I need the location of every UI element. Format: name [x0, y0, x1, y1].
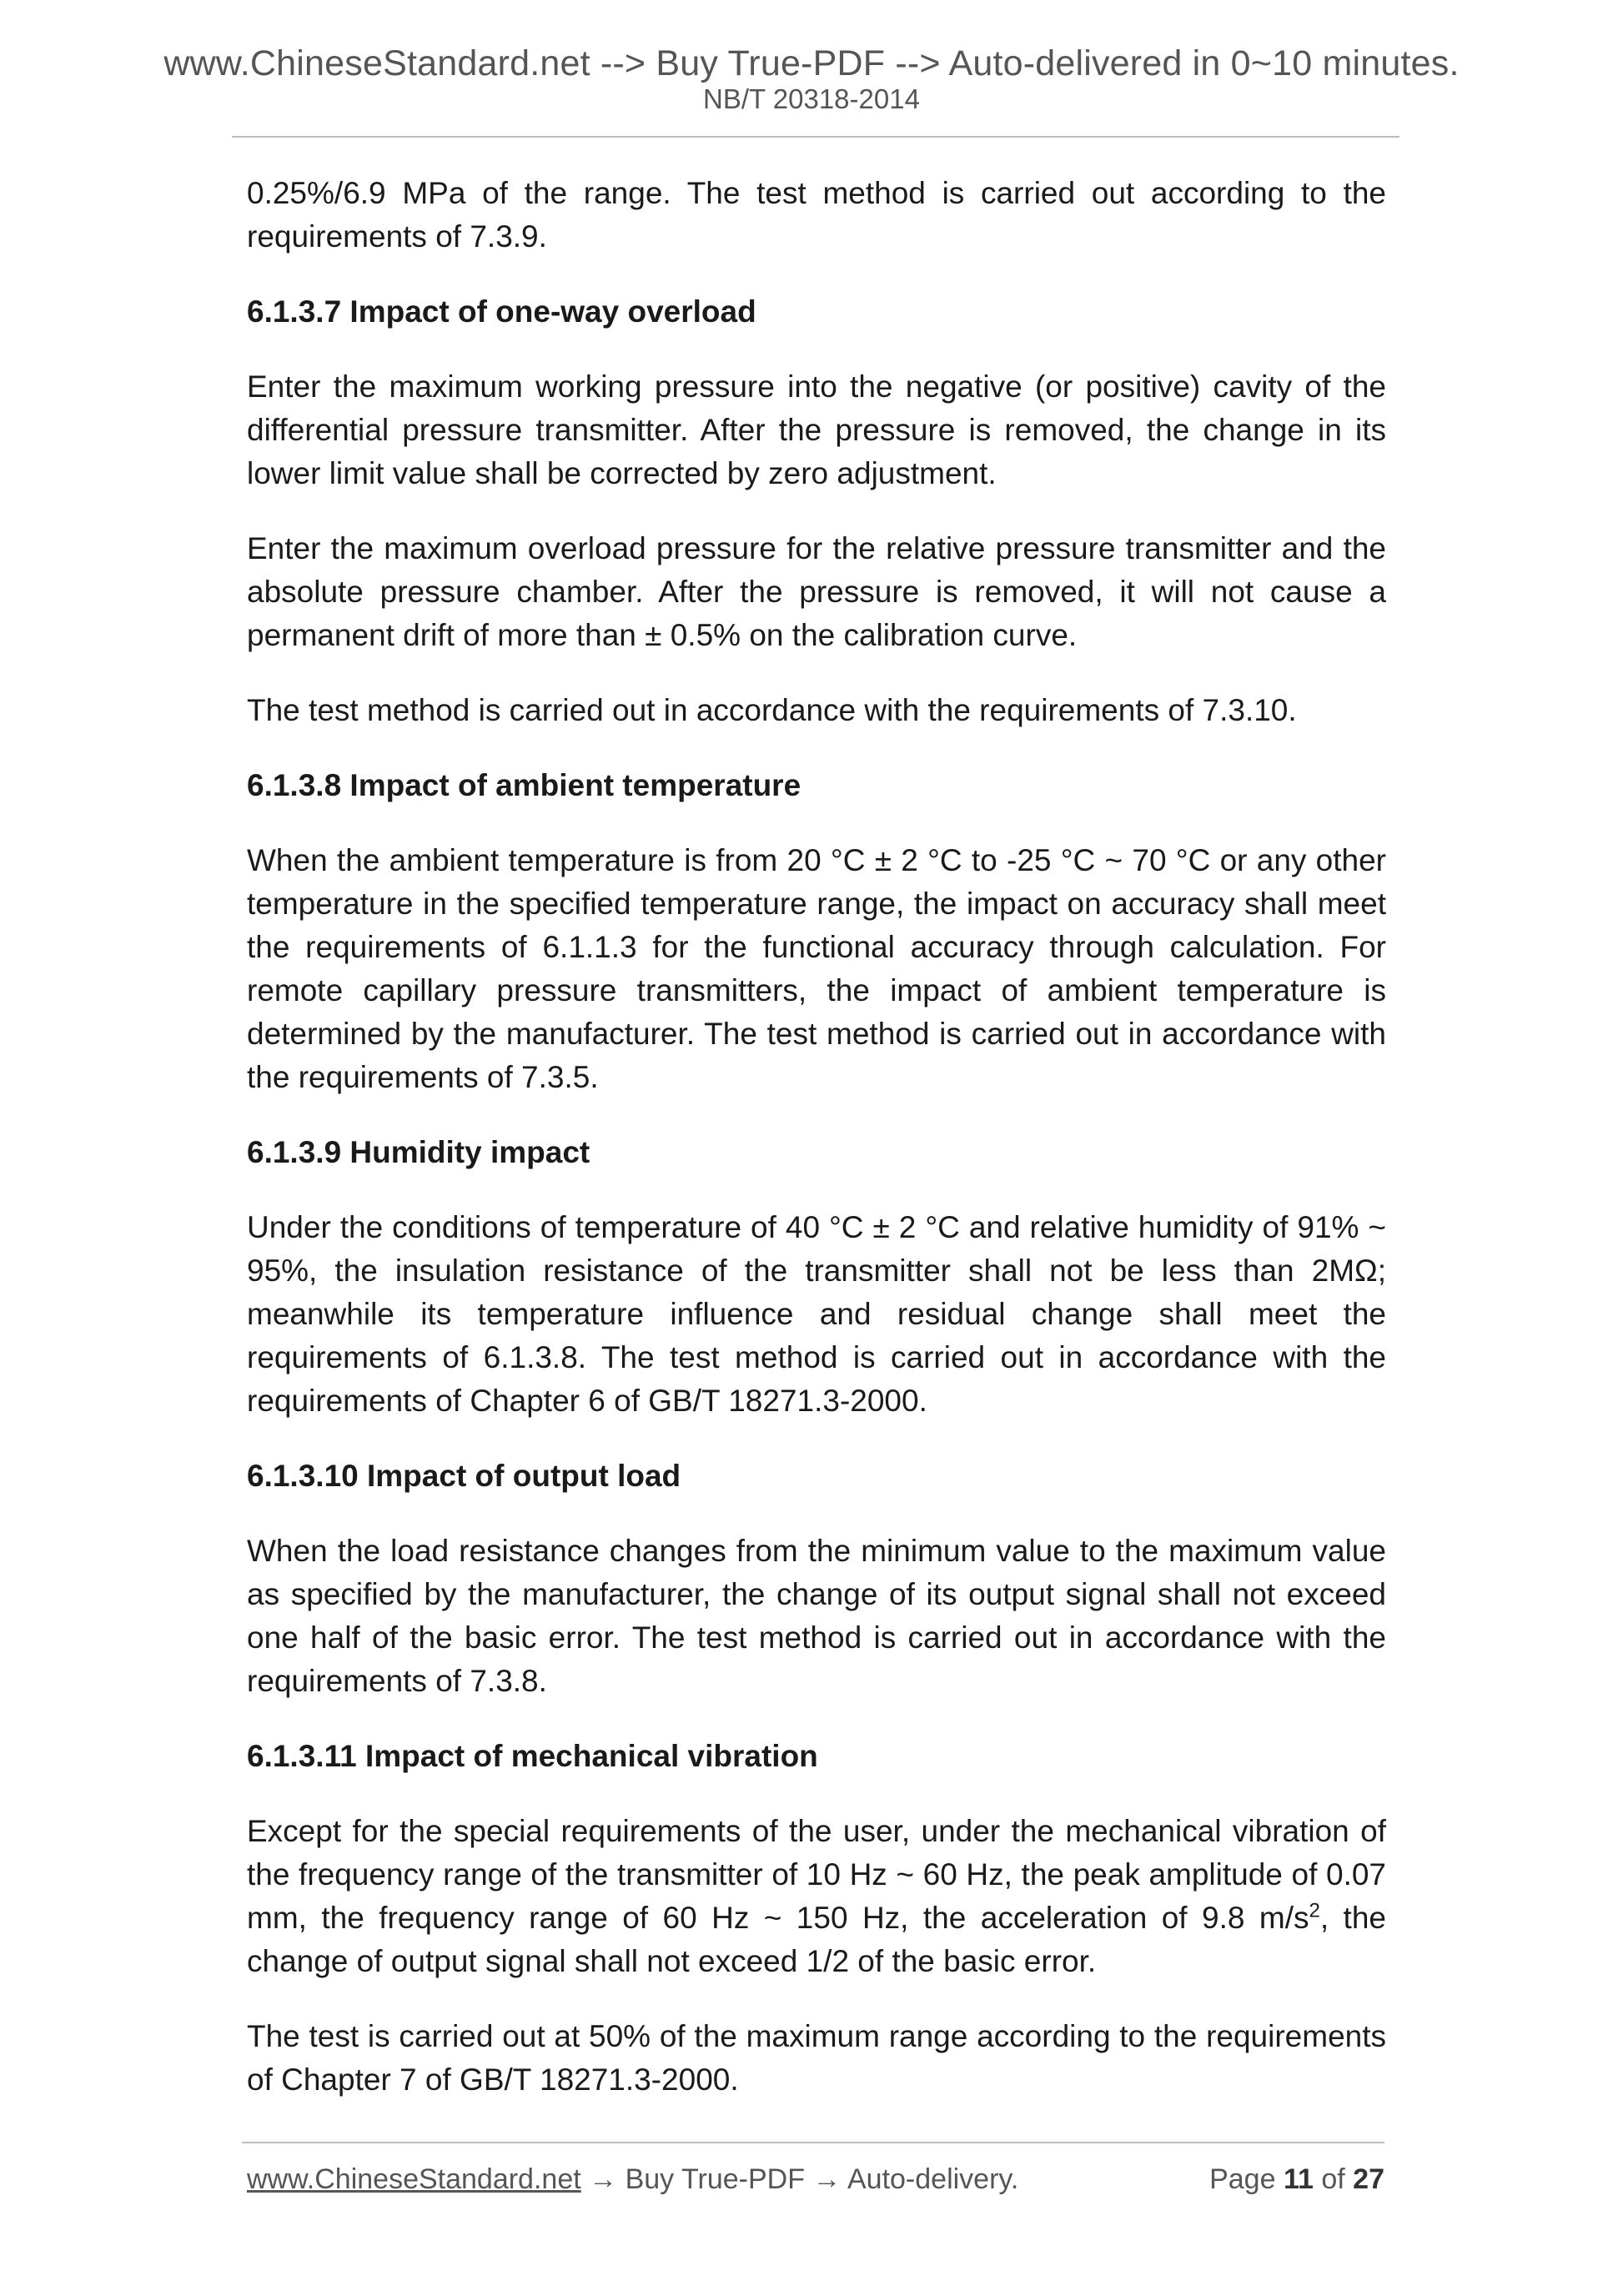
header-divider: [232, 136, 1399, 138]
paragraph-text: Except for the special requirements of the user, under the mechanical vibration of the frequency range of the transmitter of 10 Hz ~ 60 Hz, the peak amplitude of 0.07 mm, the frequency range of 60 Hz ~ 150 Hz, the acceleration of 9.8 m/s: [247, 1814, 1386, 1935]
paragraph: 0.25%/6.9 MPa of the range. The test method is carried out according to the requirements of 7.3.9.: [247, 176, 1386, 254]
footer-tagline: → Buy True-PDF → Auto-delivery.: [580, 2163, 1019, 2195]
document-code: NB/T 20318-2014: [703, 83, 920, 114]
paragraph: Enter the maximum overload pressure for the relative pressure transmitter and the absolute pressure chamber. After the pressure is removed, it will not cause a permanent drift of more than ± 0.5% on the calibration curve.: [247, 531, 1386, 652]
page-content: [247, 172, 1386, 2133]
paragraph: [247, 1810, 1386, 1983]
paragraph: When the ambient temperature is from 20 °C ± 2 °C to -25 °C ~ 70 °C or any other temperature in the specified temperature range, the impact on accuracy shall meet the requirements of 6.1.1.3 for the functional accuracy through calculation. For remote capillary pressure transmitters, the impact of ambient temperature is determined by the manufacturer. The test method is carried out in accordance with the requirements of 7.3.5.: [247, 843, 1386, 1094]
section-heading-61311: 6.1.3.11 Impact of mechanical vibration: [247, 1739, 818, 1773]
paragraph: The test is carried out at 50% of the maximum range according to the requirements of Chapter 7 of GB/T 18271.3-2000.: [247, 2019, 1386, 2097]
paragraph: Under the conditions of temperature of 40 °C ± 2 °C and relative humidity of 91% ~ 95%, the insulation resistance of the transmitter shall not be less than 2MΩ; meanwhile its temperature influence and residual change shall meet the requirements of 6.1.3.8. The test method is carried out in accordance with the requirements of Chapter 6 of GB/T 18271.3-2000.: [247, 1210, 1386, 1418]
paragraph: When the load resistance changes from the minimum value to the maximum value as specified by the manufacturer, the change of its output signal shall not exceed one half of the basic error. The test method is carried out in accordance with the requirements of 7.3.8.: [247, 1534, 1386, 1698]
site-link[interactable]: www.ChineseStandard.net: [247, 2163, 581, 2195]
section-heading-6138: 6.1.3.8 Impact of ambient temperature: [247, 768, 801, 802]
section-heading-6137: 6.1.3.7 Impact of one-way overload: [247, 294, 756, 329]
page-indicator: [1209, 2163, 1384, 2196]
site-banner: www.ChineseStandard.net --> Buy True-PDF --> Auto-delivered in 0~10 minutes.: [163, 43, 1460, 83]
paragraph: The test method is carried out in accordance with the requirements of 7.3.10.: [247, 693, 1297, 727]
paragraph-text: , the change of output signal shall not exceed 1/2 of the basic error.: [247, 1901, 1386, 1978]
page-total: 27: [1353, 2163, 1384, 2195]
section-heading-6139: 6.1.3.9 Humidity impact: [247, 1135, 590, 1169]
page-number: 11: [1283, 2163, 1314, 2195]
paragraph: Enter the maximum working pressure into the negative (or positive) cavity of the differential pressure transmitter. After the pressure is removed, the change in its lower limit value shall be corrected by zero adjustment.: [247, 369, 1386, 490]
section-heading-61310: 6.1.3.10 Impact of output load: [247, 1459, 681, 1493]
footer-divider: [242, 2142, 1384, 2143]
page-word: Page: [1209, 2163, 1276, 2195]
footer-left: [247, 2163, 1018, 2196]
of-word: of: [1321, 2163, 1345, 2195]
superscript: 2: [1309, 1899, 1320, 1922]
